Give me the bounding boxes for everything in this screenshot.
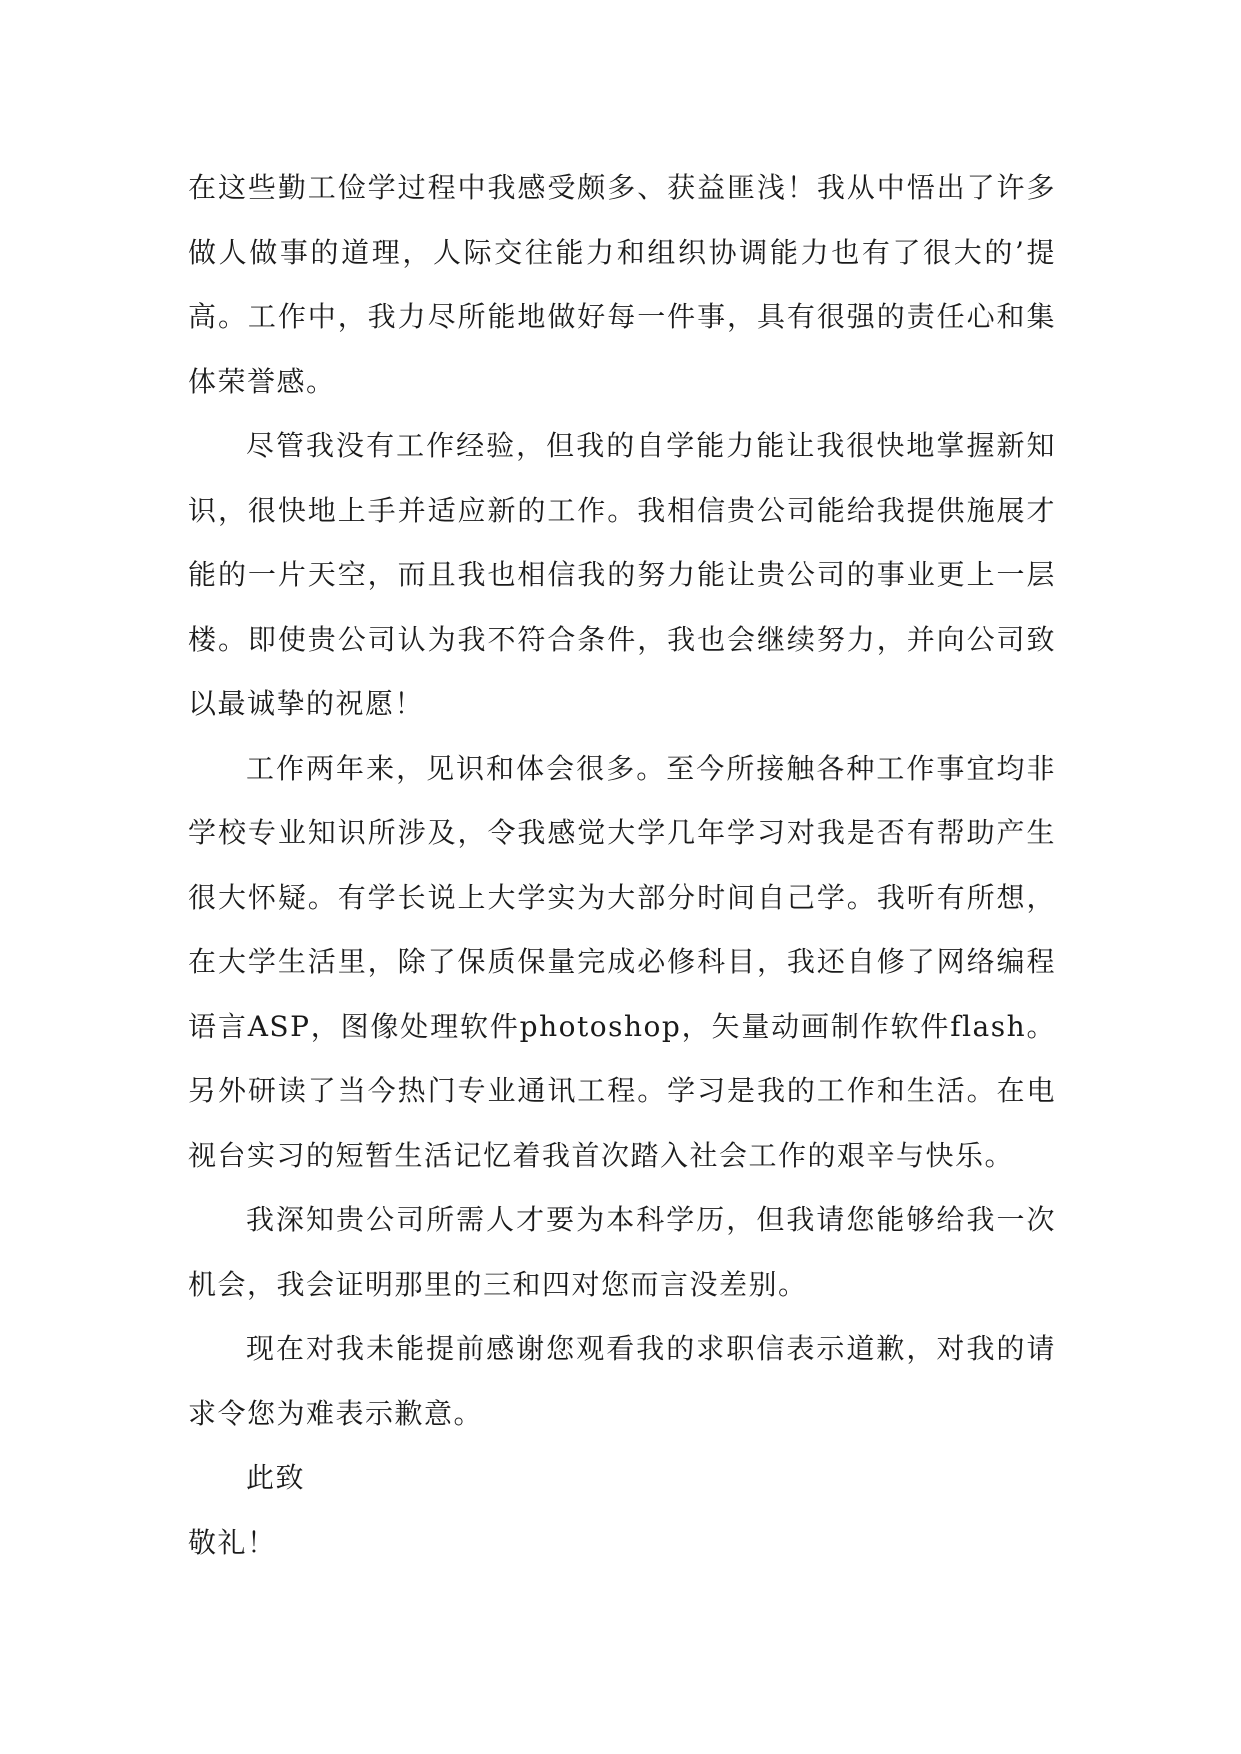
paragraph-self-learning: 尽管我没有工作经验，但我的自学能力能让我很快地掌握新知识，很快地上手并适应新的工作。我相信贵公司能给我提供施展才能的一片天空，而且我也相信我的努力能让贵公司的事业更上一层楼。即使贵公司认为我不符合条件，我也会继续努力，并向公司致以最诚挚的祝愿！ bbox=[188, 429, 1056, 720]
paragraph-degree-request: 我深知贵公司所需人才要为本科学历，但我请您能够给我一次机会，我会证明那里的三和四对您而言没差别。 bbox=[188, 1203, 1056, 1301]
closing-regards: 敬礼！ bbox=[188, 1525, 277, 1559]
paragraph-apology: 现在对我未能提前感谢您观看我的求职信表示道歉，对我的请求令您为难表示歉意。 bbox=[188, 1332, 1056, 1430]
paragraph-work-experience: 工作两年来，见识和体会很多。至今所接触各种工作事宜均非学校专业知识所涉及，令我感觉大学几年学习对我是否有帮助产生很大怀疑。有学长说上大学实为大部分时间自己学。我听有所想，在大学生活里，除了保质保量完成必修科目，我还自修了网络编程语言ASP，图像处理软件photoshop，矢量动画制作软件flash。另外研读了当今热门专业通讯工程。学习是我的工作和生活。在电视台实习的短暂生活记忆着我首次踏入社会工作的艰辛与快乐。 bbox=[188, 751, 1056, 1172]
paragraph-work-study: 在这些勤工俭学过程中我感受颇多、获益匪浅！我从中悟出了许多做人做事的道理，人际交往能力和组织协调能力也有了很大的’提高。工作中，我力尽所能地做好每一件事，具有很强的责任心和集体荣誉感。 bbox=[188, 171, 1056, 398]
closing-salutation: 此致 bbox=[246, 1461, 306, 1494]
letter-body bbox=[188, 156, 1056, 1575]
